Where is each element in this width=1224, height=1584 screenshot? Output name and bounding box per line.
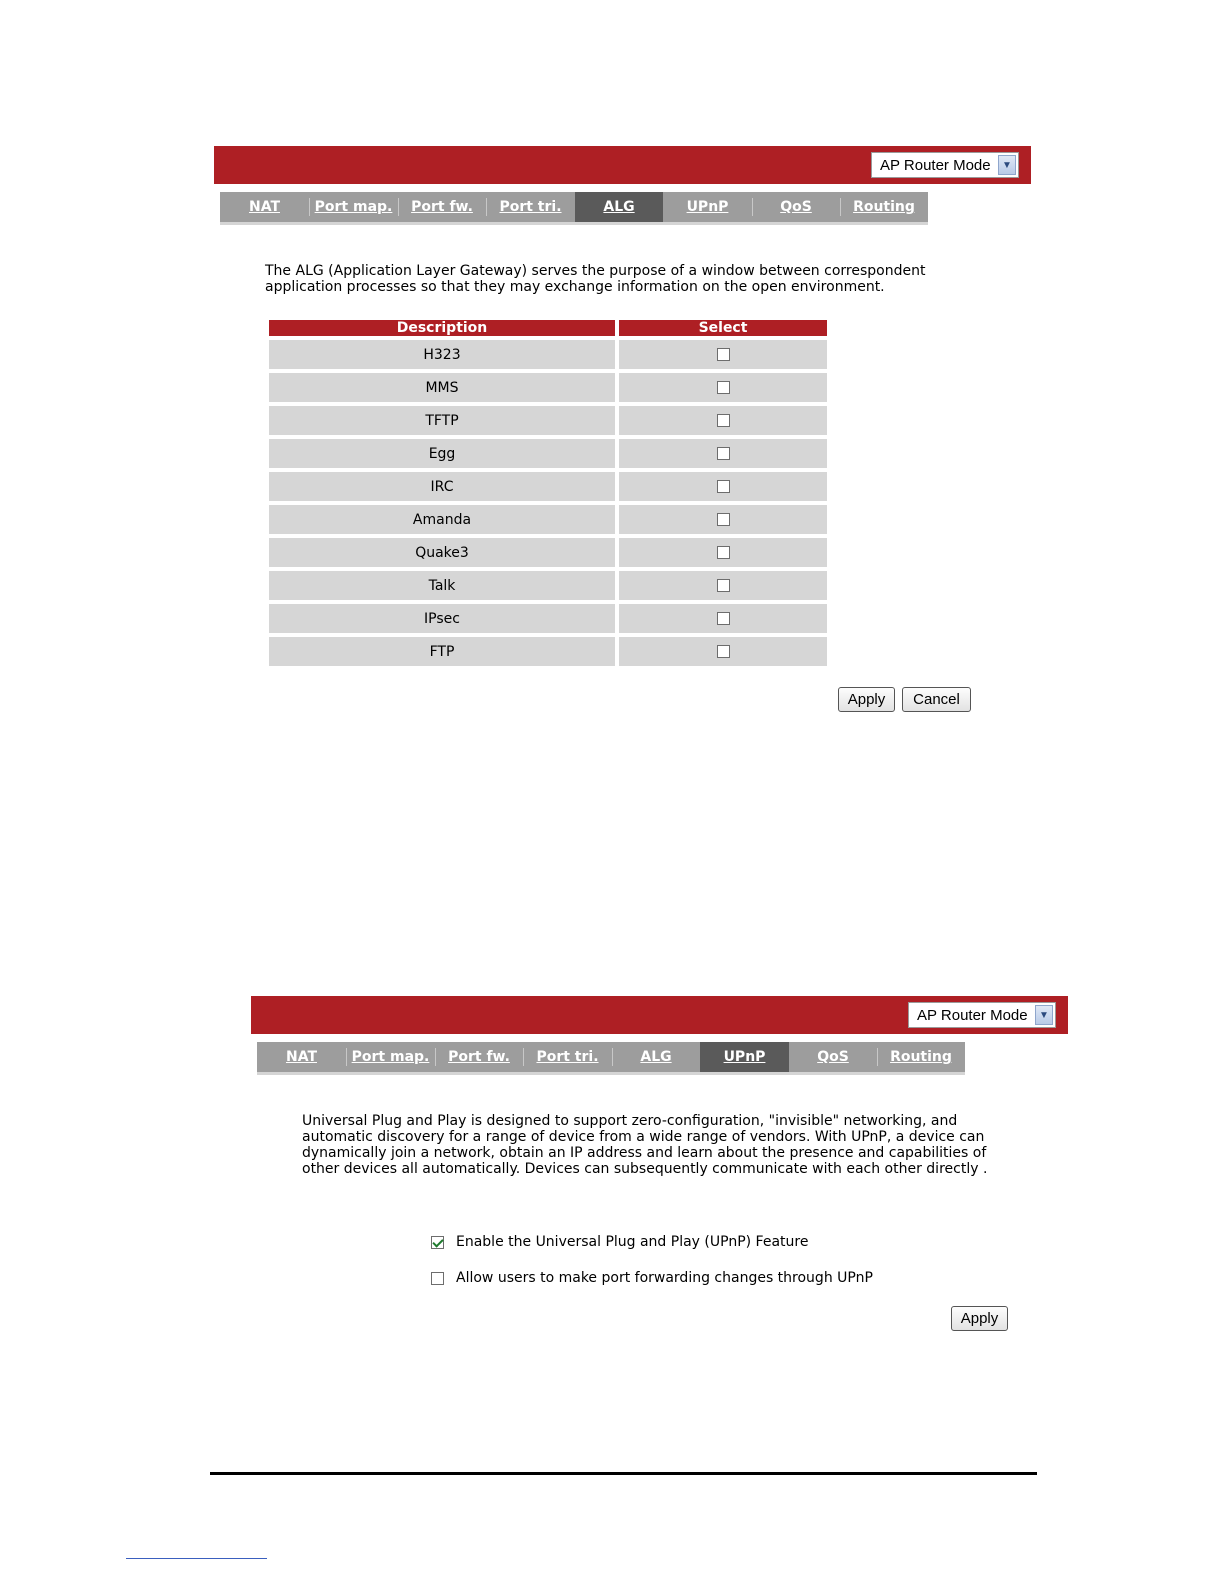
- tab-port-fw[interactable]: Port fw.: [398, 192, 486, 222]
- upnp-description-line: Universal Plug and Play is designed to support zero-configuration, "invisible" networking, and: [302, 1113, 958, 1129]
- upnp-port-forward-checkbox[interactable]: [431, 1272, 444, 1285]
- table-row: [269, 373, 827, 402]
- alg-checkbox-h323[interactable]: [717, 348, 730, 361]
- alg-name: Talk: [269, 571, 615, 600]
- alg-name: Egg: [269, 439, 615, 468]
- select-cell: [619, 406, 827, 435]
- tab-qos[interactable]: QoS: [817, 1049, 849, 1065]
- alg-checkbox-tftp[interactable]: [717, 414, 730, 427]
- tab-alg[interactable]: ALG: [612, 1042, 700, 1072]
- alg-checkbox-irc[interactable]: [717, 480, 730, 493]
- table-row: [269, 604, 827, 633]
- alg-description: [265, 263, 925, 295]
- alg-checkbox-ipsec[interactable]: [717, 612, 730, 625]
- tab-port-tri[interactable]: Port tri.: [523, 1042, 612, 1072]
- alg-name: TFTP: [269, 406, 615, 435]
- upnp-header-bar: [251, 996, 1068, 1034]
- alg-name: FTP: [269, 637, 615, 666]
- alg-cancel-button[interactable]: Cancel: [902, 687, 971, 712]
- alg-description-line: The ALG (Application Layer Gateway) serves the purpose of a window between correspondent: [265, 263, 926, 279]
- table-row: [269, 439, 827, 468]
- alg-checkbox-ftp[interactable]: [717, 645, 730, 658]
- tab-nat[interactable]: NAT: [248, 199, 280, 215]
- upnp-port-forward-option: [431, 1270, 873, 1286]
- alg-name: IRC: [269, 472, 615, 501]
- upnp-apply-button[interactable]: Apply: [951, 1306, 1008, 1331]
- upnp-port-forward-label: Allow users to make port forwarding changes through UPnP: [456, 1270, 873, 1286]
- alg-table-header-row: [269, 320, 827, 336]
- table-row: [269, 406, 827, 435]
- tab-upnp[interactable]: UPnP: [686, 199, 729, 215]
- table-row: [269, 340, 827, 369]
- upnp-description-line: automatic discovery for a range of device from a wide range of vendors. With UPnP, a device can: [302, 1129, 985, 1145]
- tab-port-map[interactable]: Port map.: [309, 192, 398, 222]
- alg-checkbox-talk[interactable]: [717, 579, 730, 592]
- select-cell: [619, 571, 827, 600]
- upnp-description: [302, 1113, 987, 1177]
- alg-name: Quake3: [269, 538, 615, 567]
- alg-mode-select[interactable]: [871, 152, 1019, 178]
- tab-qos[interactable]: QoS: [752, 192, 840, 222]
- upnp-enable-checkbox[interactable]: [431, 1236, 444, 1249]
- tab-alg[interactable]: ALG: [575, 192, 663, 222]
- tab-nat[interactable]: NAT: [285, 1049, 317, 1065]
- alg-table: [265, 316, 831, 670]
- table-row: [269, 505, 827, 534]
- alg-checkbox-quake3[interactable]: [717, 546, 730, 559]
- alg-name: H323: [269, 340, 615, 369]
- alg-header-bar: [214, 146, 1031, 184]
- column-header-select: Select: [619, 320, 827, 336]
- alg-checkbox-mms[interactable]: [717, 381, 730, 394]
- upnp-mode-select[interactable]: [908, 1002, 1056, 1028]
- table-row: [269, 538, 827, 567]
- upnp-enable-label: Enable the Universal Plug and Play (UPnP) Feature: [456, 1234, 809, 1250]
- tab-port-fw[interactable]: Port fw.: [435, 1042, 523, 1072]
- table-row: [269, 571, 827, 600]
- alg-name: IPsec: [269, 604, 615, 633]
- tab-port-map[interactable]: Port map.: [346, 1042, 435, 1072]
- select-cell: [619, 637, 827, 666]
- select-cell: [619, 439, 827, 468]
- select-cell: [619, 505, 827, 534]
- select-cell: [619, 538, 827, 567]
- select-cell: [619, 373, 827, 402]
- chevron-down-icon: ▼: [1035, 1005, 1053, 1025]
- chevron-down-icon: ▼: [998, 155, 1016, 175]
- alg-tab-bar: [220, 192, 928, 225]
- upnp-tab-bar: [257, 1042, 965, 1075]
- alg-checkbox-egg[interactable]: [717, 447, 730, 460]
- tab-upnp[interactable]: UPnP: [700, 1042, 789, 1072]
- select-cell: [619, 604, 827, 633]
- alg-description-line: application processes so that they may exchange information on the open environment.: [265, 279, 885, 295]
- tab-port-tri[interactable]: Port tri.: [486, 192, 575, 222]
- column-header-description: Description: [269, 320, 615, 336]
- footnote-divider: [126, 1558, 267, 1559]
- select-cell: [619, 472, 827, 501]
- upnp-description-line: other devices all automatically. Devices can subsequently communicate with each other directly .: [302, 1161, 988, 1177]
- footer-divider: [210, 1472, 1037, 1475]
- tab-routing[interactable]: Routing: [877, 1042, 965, 1072]
- upnp-enable-option: [431, 1234, 808, 1250]
- alg-name: Amanda: [269, 505, 615, 534]
- alg-apply-button[interactable]: Apply: [838, 687, 895, 712]
- select-cell: [619, 340, 827, 369]
- tab-routing[interactable]: Routing: [840, 192, 928, 222]
- alg-name: MMS: [269, 373, 615, 402]
- upnp-mode-select-value: AP Router Mode: [917, 1006, 1028, 1024]
- alg-mode-select-value: AP Router Mode: [880, 156, 991, 174]
- alg-checkbox-amanda[interactable]: [717, 513, 730, 526]
- table-row: [269, 472, 827, 501]
- table-row: [269, 637, 827, 666]
- upnp-description-line: dynamically join a network, obtain an IP address and learn about the presence and capabilities of: [302, 1145, 987, 1161]
